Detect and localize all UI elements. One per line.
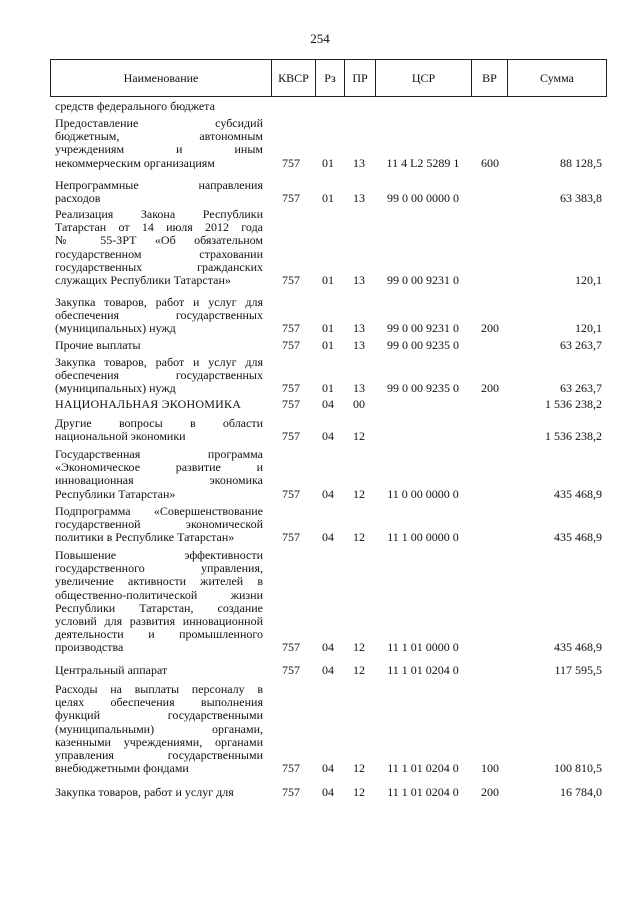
row-name-line: государственного управления, [55, 561, 263, 576]
row-vr: 100 [481, 761, 499, 776]
row-name [55, 356, 263, 396]
row-pr: 12 [353, 663, 365, 677]
row-sum: 435 468,9 [554, 530, 602, 545]
row-name-line: Реализация Закона Республики [55, 207, 263, 221]
row-sum: 63 383,8 [560, 191, 602, 206]
row-name-line: государственных гражданских [55, 259, 263, 274]
row-name-line: Татарстан от 14 июля 2012 года [55, 220, 263, 235]
row-kvsr: 757 [282, 761, 300, 776]
header-sum: Сумма [540, 71, 574, 85]
row-name-line: внебюджетными фондами [55, 761, 189, 776]
row-csr: 11 4 L2 5289 1 [386, 155, 460, 170]
row-name-line: государственном страховании [55, 246, 263, 261]
row-sum: 16 784,0 [560, 785, 602, 799]
row-csr: 11 1 01 0204 0 [387, 761, 459, 776]
row-name [55, 683, 263, 775]
row-name-line: средств федерального бюджета [55, 99, 215, 113]
row-kvsr: 757 [282, 785, 300, 799]
row-rz: 01 [322, 155, 334, 170]
row-pr: 13 [353, 155, 365, 170]
row-vr: 200 [481, 785, 499, 799]
row-name [55, 505, 263, 545]
row-kvsr: 757 [282, 191, 300, 206]
row-rz: 04 [322, 640, 334, 655]
row-csr: 99 0 00 9231 0 [387, 321, 459, 336]
row-name-line: Предоставление субсидий [55, 116, 263, 130]
header-vr: ВР [472, 60, 508, 96]
row-name-line: «Экономическое развитие и [55, 460, 263, 475]
row-name-line: условий для развития инновационной [55, 613, 263, 628]
row-name [55, 786, 263, 799]
row-name-line: деятельности и промышленного [55, 627, 263, 642]
row-name-line: Прочие выплаты [55, 338, 141, 352]
row-name-line: Закупка товаров, работ и услуг для [55, 785, 234, 799]
row-name-line: функций государственными [55, 708, 263, 723]
row-name [55, 664, 263, 677]
row-name-line: Другие вопросы в области [55, 416, 263, 430]
row-name-line: НАЦИОНАЛЬНАЯ ЭКОНОМИКА [55, 397, 242, 411]
row-sum: 88 128,5 [560, 155, 602, 170]
row-csr: 11 1 01 0204 0 [387, 785, 459, 799]
row-pr: 13 [353, 338, 365, 352]
row-kvsr: 757 [282, 640, 300, 655]
row-name-line: (муниципальными) органами, [55, 721, 263, 736]
row-name-line: обеспечения государственных [55, 308, 263, 323]
row-name [55, 296, 263, 336]
row-csr: 99 0 00 9231 0 [387, 273, 459, 287]
row-kvsr: 757 [282, 381, 300, 396]
row-kvsr: 757 [282, 486, 300, 501]
row-rz: 01 [322, 273, 334, 287]
row-csr: 99 0 00 9235 0 [387, 381, 459, 396]
row-rz: 04 [322, 429, 334, 444]
row-name-line: общественно-политической жизни [55, 587, 263, 602]
header-kvsr: КВСР [272, 60, 316, 96]
row-name-line: Подпрограмма «Совершенствование [55, 504, 263, 518]
row-csr: 11 1 01 0204 0 [387, 663, 459, 677]
row-name-line: некоммерческим организациям [55, 155, 215, 170]
row-name [55, 549, 263, 655]
row-kvsr: 757 [282, 397, 300, 411]
row-name-line: политики в Республике Татарстан» [55, 530, 235, 545]
row-sum: 435 468,9 [554, 640, 602, 655]
row-sum: 100 810,5 [554, 761, 602, 776]
row-kvsr: 757 [282, 338, 300, 352]
row-rz: 04 [322, 663, 334, 677]
row-kvsr: 757 [282, 429, 300, 444]
row-rz: 01 [322, 191, 334, 206]
row-name-line: Повышение эффективности [55, 548, 263, 562]
row-sum: 63 263,7 [560, 338, 602, 352]
row-name-line: Непрограммные направления [55, 178, 263, 192]
row-name-line: инновационная экономика [55, 473, 263, 488]
row-kvsr: 757 [282, 273, 300, 287]
row-sum: 117 595,5 [554, 663, 602, 677]
row-pr: 13 [353, 321, 365, 336]
row-name-line: (муниципальных) нужд [55, 321, 176, 336]
row-name-line: Республики Татарстан, создание [55, 600, 263, 615]
row-name [55, 417, 263, 443]
row-sum: 435 468,9 [554, 486, 602, 501]
row-name-line: расходов [55, 191, 101, 206]
row-csr: 99 0 00 9235 0 [387, 338, 459, 352]
row-name [55, 448, 263, 501]
row-name-line: учреждениям и иным [55, 142, 263, 157]
row-name [55, 339, 263, 352]
row-name-line: Центральный аппарат [55, 663, 168, 677]
row-sum: 120,1 [575, 321, 602, 336]
row-name-line: увеличение активности жителей в [55, 574, 263, 589]
row-name-line: Государственная программа [55, 447, 263, 461]
row-name-line: целях обеспечения выполнения [55, 695, 263, 710]
row-csr: 99 0 00 0000 0 [387, 191, 459, 206]
page-number: 254 [310, 31, 330, 46]
row-name-line: Расходы на выплаты персоналу в [55, 682, 263, 696]
row-name-line: обеспечения государственных [55, 368, 263, 383]
header-name: Наименование [51, 60, 272, 96]
header-pr: ПР [345, 60, 376, 96]
row-name [55, 117, 263, 170]
row-kvsr: 757 [282, 530, 300, 545]
row-kvsr: 757 [282, 155, 300, 170]
row-name [55, 398, 263, 411]
row-pr: 12 [353, 785, 365, 799]
row-name [55, 100, 263, 113]
row-rz: 04 [322, 785, 334, 799]
row-name-line: Республики Татарстан» [55, 486, 176, 501]
row-name-line: казенными учреждениями, органами [55, 734, 263, 749]
row-pr: 13 [353, 273, 365, 287]
row-pr: 12 [353, 486, 365, 501]
row-rz: 01 [322, 321, 334, 336]
row-vr: 600 [481, 155, 499, 170]
row-rz: 04 [322, 761, 334, 776]
row-sum: 120,1 [575, 273, 602, 287]
row-name-line: (муниципальных) нужд [55, 381, 176, 396]
row-name-line: государственной экономической [55, 517, 263, 532]
row-pr: 00 [353, 397, 365, 411]
row-name-line: Закупка товаров, работ и услуг для [55, 355, 263, 369]
row-name-line: производства [55, 640, 124, 655]
row-name-line: Закупка товаров, работ и услуг для [55, 295, 263, 309]
row-pr: 12 [353, 640, 365, 655]
row-vr: 200 [481, 381, 499, 396]
row-pr: 13 [353, 191, 365, 206]
row-pr: 13 [353, 381, 365, 396]
row-vr: 200 [481, 321, 499, 336]
row-name-line: национальной экономики [55, 429, 186, 444]
row-rz: 04 [322, 530, 334, 545]
row-csr: 11 1 01 0000 0 [387, 640, 459, 655]
row-name-line: № 55-ЗРТ «Об обязательном [55, 233, 263, 248]
row-csr: 11 1 00 0000 0 [387, 530, 459, 545]
row-name-line: служащих Республики Татарстан» [55, 272, 231, 287]
row-pr: 12 [353, 761, 365, 776]
row-sum: 1 536 238,2 [545, 429, 602, 444]
row-name-line: бюджетным, автономным [55, 129, 263, 144]
row-kvsr: 757 [282, 321, 300, 336]
row-rz: 04 [322, 397, 334, 411]
header-rz: Рз [316, 60, 345, 96]
row-name-line: управления государственными [55, 747, 263, 762]
row-rz: 01 [322, 381, 334, 396]
row-pr: 12 [353, 530, 365, 545]
header-csr: ЦСР [376, 60, 472, 96]
row-pr: 12 [353, 429, 365, 444]
row-sum: 63 263,7 [560, 381, 602, 396]
row-rz: 01 [322, 338, 334, 352]
row-sum: 1 536 238,2 [545, 397, 602, 411]
row-name [55, 179, 263, 205]
row-csr: 11 0 00 0000 0 [387, 486, 459, 501]
row-kvsr: 757 [282, 663, 300, 677]
row-rz: 04 [322, 486, 334, 501]
row-name [55, 208, 263, 287]
